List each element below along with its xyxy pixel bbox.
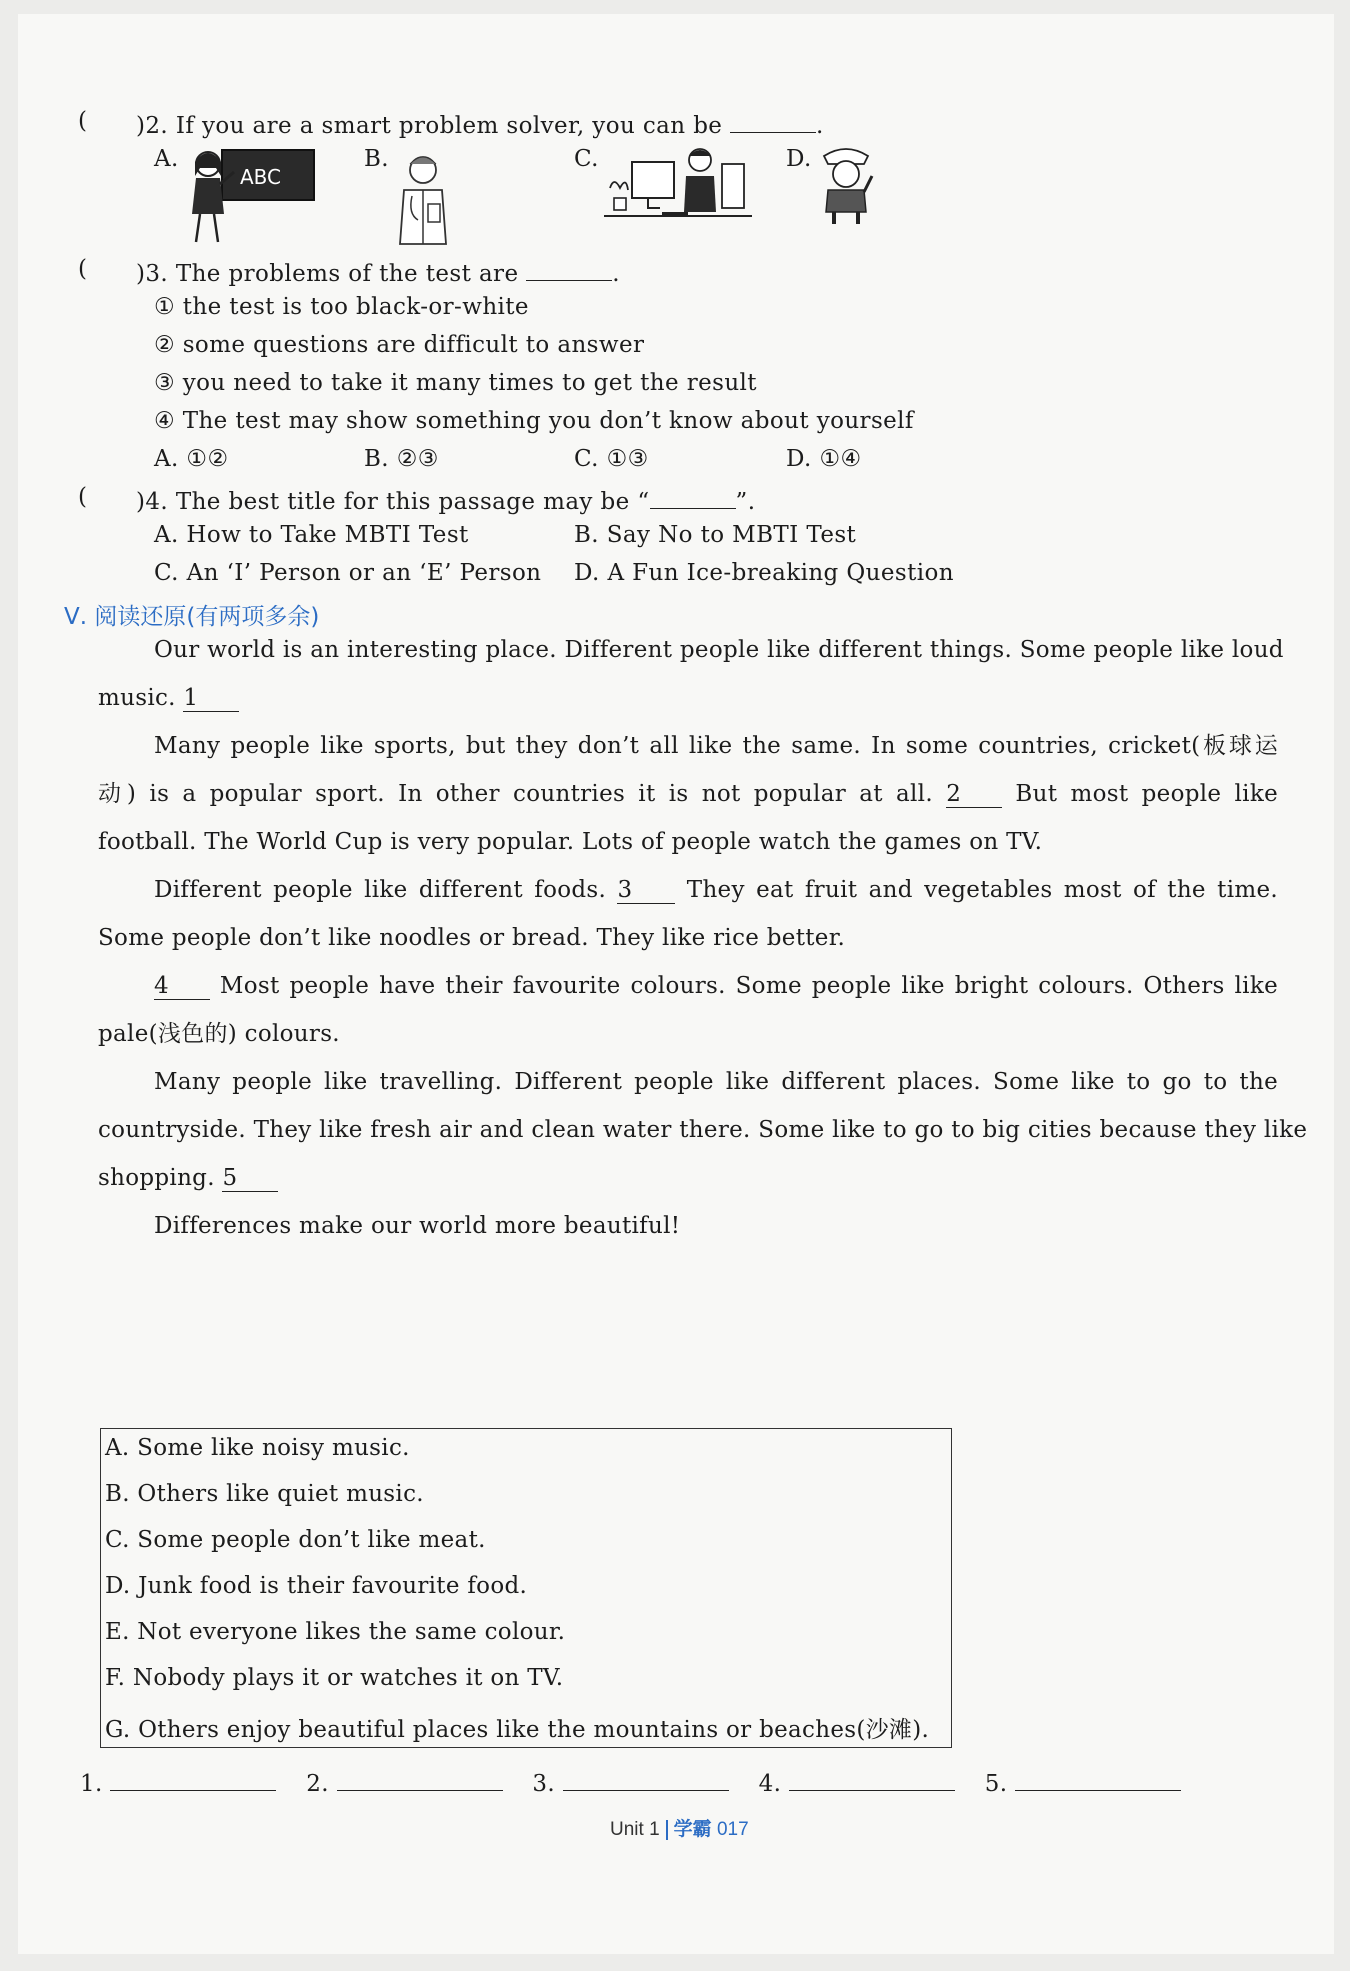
p3-line-1-text-a: Different people like different foods. xyxy=(154,877,607,903)
q3-blank[interactable] xyxy=(526,256,612,281)
q2-option-a-label: A. xyxy=(154,146,179,172)
q4-option-d: D. A Fun Ice-breaking Question xyxy=(574,560,954,586)
q2-answer-paren: ( xyxy=(78,108,88,134)
footer-unit: Unit 1 xyxy=(610,1819,660,1840)
options-box xyxy=(100,1428,952,1748)
answer-row xyxy=(80,1766,1181,1797)
q4-blank[interactable] xyxy=(650,484,736,509)
q3-statement-2: ② some questions are difficult to answer xyxy=(154,332,645,358)
q3-statement-3: ③ you need to take it many times to get the result xyxy=(154,370,757,396)
footer-divider xyxy=(666,1820,668,1840)
answer-blank-4[interactable] xyxy=(789,1766,955,1791)
q2-option-d-label: D. xyxy=(786,146,812,172)
option-d: D. Junk food is their favourite food. xyxy=(105,1573,528,1599)
q3-option-a: A. ①② xyxy=(154,446,229,472)
doctor-illustration xyxy=(388,148,458,248)
p4-line-1-text: Most people have their favourite colours. Some people like bright colours. Others like xyxy=(219,973,1278,999)
q3-stem-text: )3. The problems of the test are xyxy=(136,261,519,287)
p5-line-3-text: shopping. xyxy=(98,1165,215,1191)
q2-stem-end: . xyxy=(816,113,824,139)
p1-line-2 xyxy=(98,674,1278,722)
answer-blank-3[interactable] xyxy=(563,1766,729,1791)
q2-option-b-label: B. xyxy=(364,146,390,172)
q3-stem-end: . xyxy=(612,261,620,287)
p3-line-2: Some people don’t like noodles or bread. They like rice better. xyxy=(98,925,846,951)
passage xyxy=(98,626,1308,1250)
q3-option-d: D. ①④ xyxy=(786,446,862,472)
option-g: G. Others enjoy beautiful places like the mountains or beaches(沙滩). xyxy=(105,1717,930,1743)
q4-option-b: B. Say No to MBTI Test xyxy=(574,522,857,548)
q2-stem-text: )2. If you are a smart problem solver, you can be xyxy=(136,113,723,139)
option-c: C. Some people don’t like meat. xyxy=(105,1527,486,1553)
answer-label-5: 5. xyxy=(984,1771,1008,1797)
p4-line-2: pale(浅色的) colours. xyxy=(98,1021,340,1047)
p5-line-3 xyxy=(98,1154,1278,1202)
q3-statement-4: ④ The test may show something you don’t know about yourself xyxy=(154,408,914,434)
q3-option-c: C. ①③ xyxy=(574,446,649,472)
q3-statement-1: ① the test is too black-or-white xyxy=(154,294,529,320)
p4-line-1 xyxy=(98,962,1278,1010)
board-text: ABC xyxy=(240,165,282,189)
blank-3[interactable]: 3 xyxy=(617,877,675,904)
q2-option-c-label: C. xyxy=(574,146,599,172)
option-a: A. Some like noisy music. xyxy=(105,1435,410,1461)
q4-answer-paren: ( xyxy=(78,484,88,510)
p3-line-1-text-b: They eat fruit and vegetables most of the time. xyxy=(686,877,1278,903)
blank-1[interactable]: 1 xyxy=(183,685,239,712)
p1-line-1: Our world is an interesting place. Different people like different things. Some people like loud xyxy=(154,637,1284,663)
answer-label-1: 1. xyxy=(80,1771,103,1797)
page-footer xyxy=(610,1814,749,1841)
page-number: 017 xyxy=(716,1819,749,1840)
p5-line-2: countryside. They like fresh air and clean water there. Some like to go to big cities because they like xyxy=(98,1117,1308,1143)
answer-label-4: 4. xyxy=(758,1771,782,1797)
q3-answer-paren: ( xyxy=(78,256,88,282)
p3-line-1 xyxy=(98,866,1278,914)
q2-blank[interactable] xyxy=(730,108,816,133)
option-b: B. Others like quiet music. xyxy=(105,1481,424,1507)
q3-option-b: B. ②③ xyxy=(364,446,439,472)
answer-blank-2[interactable] xyxy=(337,1766,503,1791)
q4-stem-end: ”. xyxy=(735,489,756,515)
q4-stem-text: )4. The best title for this passage may be “ xyxy=(136,489,650,515)
p2-line-2-text-a: 动) is a popular sport. In other countries it is not popular at all. xyxy=(98,781,933,807)
q2-stem xyxy=(136,108,824,139)
option-e: E. Not everyone likes the same colour. xyxy=(105,1619,566,1645)
answer-label-2: 2. xyxy=(306,1771,329,1797)
p1-line-2-text: music. xyxy=(98,685,176,711)
blank-5[interactable]: 5 xyxy=(222,1165,278,1192)
blank-2[interactable]: 2 xyxy=(946,781,1002,808)
p2-line-1: Many people like sports, but they don’t all like the same. In some countries, cricket(板球运 xyxy=(154,733,1278,759)
teacher-illustration xyxy=(178,142,318,246)
q4-option-a: A. How to Take MBTI Test xyxy=(154,522,469,548)
q3-stem xyxy=(136,256,620,287)
p5-line-1: Many people like travelling. Different people like different places. Some like to go to the xyxy=(154,1069,1278,1095)
p2-line-3: football. The World Cup is very popular. Lots of people watch the games on TV. xyxy=(98,829,1043,855)
section-title: Ⅴ. 阅读还原(有两项多余) xyxy=(64,604,320,630)
option-f: F. Nobody plays it or watches it on TV. xyxy=(105,1665,564,1691)
answer-label-3: 3. xyxy=(532,1771,556,1797)
police-officer-illustration xyxy=(814,142,878,226)
worksheet-page xyxy=(18,14,1334,1954)
q4-option-c: C. An ‘I’ Person or an ‘E’ Person xyxy=(154,560,542,586)
p2-line-2-text-b: But most people like xyxy=(1015,781,1278,807)
office-worker-illustration xyxy=(604,142,752,228)
blank-4[interactable]: 4 xyxy=(154,973,210,1000)
answer-blank-1[interactable] xyxy=(110,1766,276,1791)
p2-line-2 xyxy=(98,770,1278,818)
q4-stem xyxy=(136,484,755,515)
footer-brand: 学霸 xyxy=(673,1818,712,1840)
p6-line: Differences make our world more beautiful! xyxy=(154,1213,681,1239)
answer-blank-5[interactable] xyxy=(1015,1766,1181,1791)
